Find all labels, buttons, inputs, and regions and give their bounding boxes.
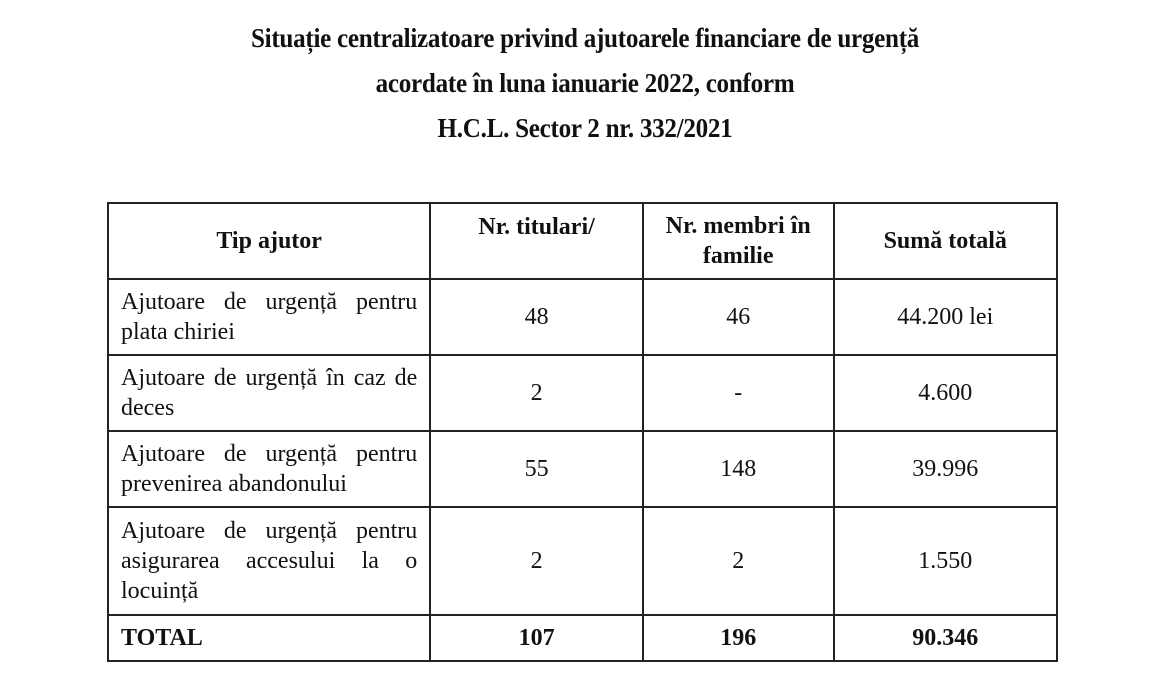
cell-titulari: 55 xyxy=(430,431,643,507)
cell-titulari: 2 xyxy=(430,507,643,615)
total-membri: 196 xyxy=(643,615,834,661)
cell-tip: Ajutoare de urgență pentru asigurarea accesului la o locuință xyxy=(108,507,430,615)
cell-membri: 148 xyxy=(643,431,834,507)
title-line-2: acordate în luna ianuarie 2022, conform xyxy=(375,68,795,98)
table-header-row xyxy=(108,203,1057,279)
header-nr-membri: Nr. membri în familie xyxy=(643,203,834,279)
table-row xyxy=(108,355,1057,431)
cell-suma: 4.600 xyxy=(834,355,1057,431)
cell-suma: 44.200 lei xyxy=(834,279,1057,355)
table-total-row xyxy=(108,615,1057,661)
total-titulari: 107 xyxy=(430,615,643,661)
cell-suma: 39.996 xyxy=(834,431,1057,507)
cell-membri: - xyxy=(643,355,834,431)
header-tip-ajutor: Tip ajutor xyxy=(108,203,430,279)
cell-titulari: 2 xyxy=(430,355,643,431)
cell-tip: Ajutoare de urgență în caz de deces xyxy=(108,355,430,431)
cell-tip: Ajutoare de urgență pentru plata chiriei xyxy=(108,279,430,355)
table-row xyxy=(108,279,1057,355)
title-line-3: H.C.L. Sector 2 nr. 332/2021 xyxy=(437,113,733,143)
cell-tip: Ajutoare de urgență pentru prevenirea abandonului xyxy=(108,431,430,507)
cell-membri: 2 xyxy=(643,507,834,615)
header-suma-totala: Sumă totală xyxy=(834,203,1057,279)
table-row xyxy=(108,431,1057,507)
total-label: TOTAL xyxy=(108,615,430,661)
aid-summary-table xyxy=(107,202,1058,662)
cell-titulari: 48 xyxy=(430,279,643,355)
total-suma: 90.346 xyxy=(834,615,1057,661)
title-line-1: Situație centralizatoare privind ajutoarele financiare de urgență xyxy=(250,23,920,53)
cell-membri: 46 xyxy=(643,279,834,355)
table-row xyxy=(108,507,1057,615)
cell-suma: 1.550 xyxy=(834,507,1057,615)
document-title xyxy=(41,16,1129,151)
header-nr-titulari: Nr. titulari/ xyxy=(430,203,643,279)
